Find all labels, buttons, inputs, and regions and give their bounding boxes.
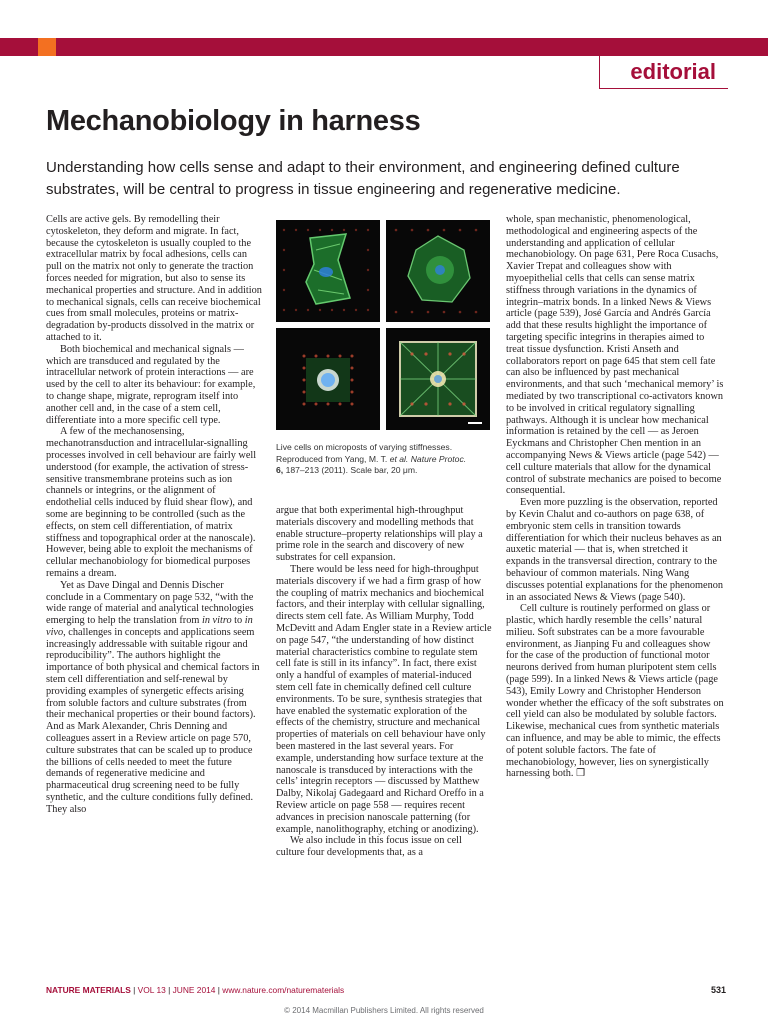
footer-journal: NATURE MATERIALS bbox=[46, 985, 131, 995]
caption-volume: 6, bbox=[276, 465, 284, 475]
paragraph: Even more puzzling is the observation, reported by Kevin Chalut and co-authors on page 638, of embryonic stem cells in transition towards differentiation for which their nucleus behaves as an auxetic material — that is, when stretched it expands in the transversal direction, contrary to the behaviour of common materials. Ning Wang discusses potential explanations for the phenomenon in an associated News & Views (page 540). bbox=[506, 497, 724, 603]
caption-line: 187–213 (2011). Scale bar, 20 μm. bbox=[285, 465, 418, 475]
text-run: Yet as Dave Dingal and Dennis Discher conclude in a Commentary on page 532, “with the wide range of material and analytical technologies emerging to help the translation from bbox=[46, 579, 254, 627]
micrograph-panel-4 bbox=[386, 328, 490, 430]
paragraph: argue that both experimental high-throughput materials discovery and modelling methods that enable structure–property relationships will play a prime role in the search and discovery of new substrates for cell expansion. bbox=[276, 505, 483, 564]
paragraph: Cells are active gels. By remodelling their cytoskeleton, they deform and migrate. In fact, because the cytoskeleton is usually coupled to the extracellular matrix by focal adhesions, cells can pull on the matrix not only to generate the traction forces needed for migration, but also to sense its mechanical properties and structure. And in addition to mechanical signals, cells can receive biochemical cues from small molecules, proteins or matrix-degradation by-products dissolved in the matrix or attached to it. bbox=[46, 214, 262, 343]
page-footer bbox=[46, 985, 726, 995]
caption-line: Reproduced from Yang, M. T. bbox=[276, 453, 390, 464]
copyright-notice: © 2014 Macmillan Publishers Limited. All rights reserved bbox=[284, 1006, 484, 1015]
footer-separator: | bbox=[165, 985, 173, 995]
micrograph-cell-3 bbox=[276, 328, 380, 430]
standfirst: Understanding how cells sense and adapt to their environment, and engineering defined culture substrates, will be central to progress in tissue engineering and regenerative medicine. bbox=[46, 159, 680, 198]
footer-date: JUNE 2014 bbox=[172, 985, 216, 995]
footer-separator: | bbox=[130, 985, 138, 995]
footer-url-link[interactable]: www.nature.com/naturematerials bbox=[222, 985, 345, 995]
micrograph-cell-1 bbox=[276, 220, 380, 322]
page-number: 531 bbox=[710, 985, 726, 995]
paragraph bbox=[46, 580, 263, 816]
paragraph: A few of the mechanosensing, mechanotransduction and intracellular-signalling processes involved in cell behaviour are fairly well understood (for example, the activation of stress-sensitive transmembrane proteins such as ion channels or integrins, or the alignment of endothelial cells induced by fluid shear flow), and some are beginning to be controlled (such as the effects, on stem cell differentiation, of matrix stiffness and topographical order at the nanoscale). However, being able to exploit the mechanisms of cellular mechanobiology for biomedical purposes remains a dream. bbox=[46, 426, 257, 579]
paragraph: whole, span mechanistic, phenomenological, methodological and engineering aspects of the understanding and application of cellular mechanobiology. On page 631, Pere Roca Cusachs, Xavier Trepat and colleagues show with myoepithelial cells that cells can sense matrix stiffness through variations in the dynamics of integrin–matrix bonds. In a linked News & Views article (page 539), José García and Andrés García add that these results highlight the importance of targeting specific integrins in therapies aimed to treat tissue dysfunction. Kristi Anseth and collaborators report on page 645 that stem cell fate can also be influenced by past mechanical environments, and that such ‘mechanical memory’ is mediated by two transcriptional co-activators known to be involved in critical regulatory signalling pathways. Although it is unclear how mechanical information is retained by the cell — as Jeroen Eyckmans and Christopher Chen mention in an accompanying News & Views article (page 542) — cell culture materials that allow for the dynamical control of substrate mechanics are poised to become consequential. bbox=[506, 214, 724, 497]
text-run: to bbox=[231, 615, 245, 627]
figure-caption bbox=[276, 442, 492, 477]
caption-line: Live cells on microposts of varying stiffnesses. bbox=[276, 442, 453, 452]
body-column-3 bbox=[506, 214, 724, 780]
scale-bar bbox=[468, 422, 482, 424]
paragraph bbox=[506, 603, 724, 780]
accent-square bbox=[38, 38, 56, 56]
section-tag: editorial bbox=[630, 59, 716, 84]
paragraph: Both biochemical and mechanical signals — which are transduced and regulated by the intracellular network of protein interactions — are used by the cell to alter its behaviour: for example, to change shape, migrate, reprogram itself into another cell and, in the case of a stem cell, differentiate into a more specific cell type. bbox=[46, 343, 256, 426]
end-mark-icon: ❒ bbox=[576, 768, 586, 780]
body-column-1 bbox=[46, 214, 263, 816]
micropost-figure bbox=[276, 220, 492, 432]
footer-separator: | bbox=[215, 985, 223, 995]
paragraph: There would be less need for high-throughput materials discovery if we had a firm grasp of how the coupling of matrix mechanics and biochemical factors, and their interplay with cellular signalling, directs stem cell fate. As William Murphy, Todd McDevitt and Adam Engler state in a Review article on page 547, “the understanding of how distinct material characteristics combine to regulate stem cell fate is still in its infancy”. In fact, there exist only a handful of examples of material-induced stem cell fate in chemically defined cell culture environments. To be sure, synthesis strategies that have enabled the systematic exploration of the effects of the chemistry, structure and mechanical properties of materials on cell behaviour have only been mastered in the last several years. For example, understanding how surface texture at the nanoscale is transduced by interactions with the cells’ integrin receptors — discussed by Matthew Dalby, Nikolaj Gadegaard and Richard Oreffo in a Review article on page 558 — requires recent advances in precision nanoscale patterning (for example, nanolithography, etching or anodizing). bbox=[276, 563, 492, 835]
micrograph-panel-3 bbox=[276, 328, 380, 430]
paragraph: We also include in this focus issue on cell culture four developments that, as a bbox=[276, 835, 462, 859]
footer-volume: VOL 13 bbox=[137, 985, 166, 995]
section-tag-box bbox=[599, 56, 728, 89]
caption-italic: et al. bbox=[389, 453, 409, 464]
article-title: Mechanobiology in harness bbox=[46, 105, 421, 137]
text-run: Cell culture is routinely performed on glass or plastic, which hardly resemble the cells’ natural milieu. Soft substrates can be a more favourable environment, as Jianping Fu and colleagues show for the case of the production of functional motor neurons derived from human pluripotent stem cells (page 599). In a linked News & Views article (page 543), Emily Lowry and Christopher Henderson wonder whether the efficacy of the soft substrates on cell yield can also be modulated by soluble factors. Likewise, mechanical cues from synthetic materials can influence, and may be able to mimic, the effects of potent soluble factors. The fate of mechanobiology, however, lies on synergistically harnessing both. bbox=[506, 603, 724, 780]
micrograph-panel-2 bbox=[386, 220, 490, 322]
micrograph-cell-2 bbox=[386, 220, 490, 322]
italic-term: in vivo bbox=[46, 615, 253, 638]
body-column-2 bbox=[276, 505, 492, 859]
text-run: , challenges in concepts and applications seem increasingly addressable with suitable rigour and reproducibility”. The authors highlight the importance of both physical and chemical factors in stem cell differentiation and self-renewal by providing examples of synergetic effects arising from soluble factors and culture substrates (from their mechanical properties or their bound factors). And as Mark Alexander, Chris Denning and colleagues assert in a Review article on page 570, culture substrates that can be scaled up to produce the billions of cells needed to meet the future demands of regenerative medicine and pharmaceutical drug screening need to be fully synthetic, and the culture conditions fully defined. They also bbox=[46, 626, 260, 815]
caption-journal: Nature Protoc. bbox=[410, 453, 467, 464]
micrograph-cell-4 bbox=[386, 328, 490, 430]
micrograph-panel-1 bbox=[276, 220, 380, 322]
header-band bbox=[0, 38, 768, 56]
italic-term: in vitro bbox=[201, 615, 232, 627]
